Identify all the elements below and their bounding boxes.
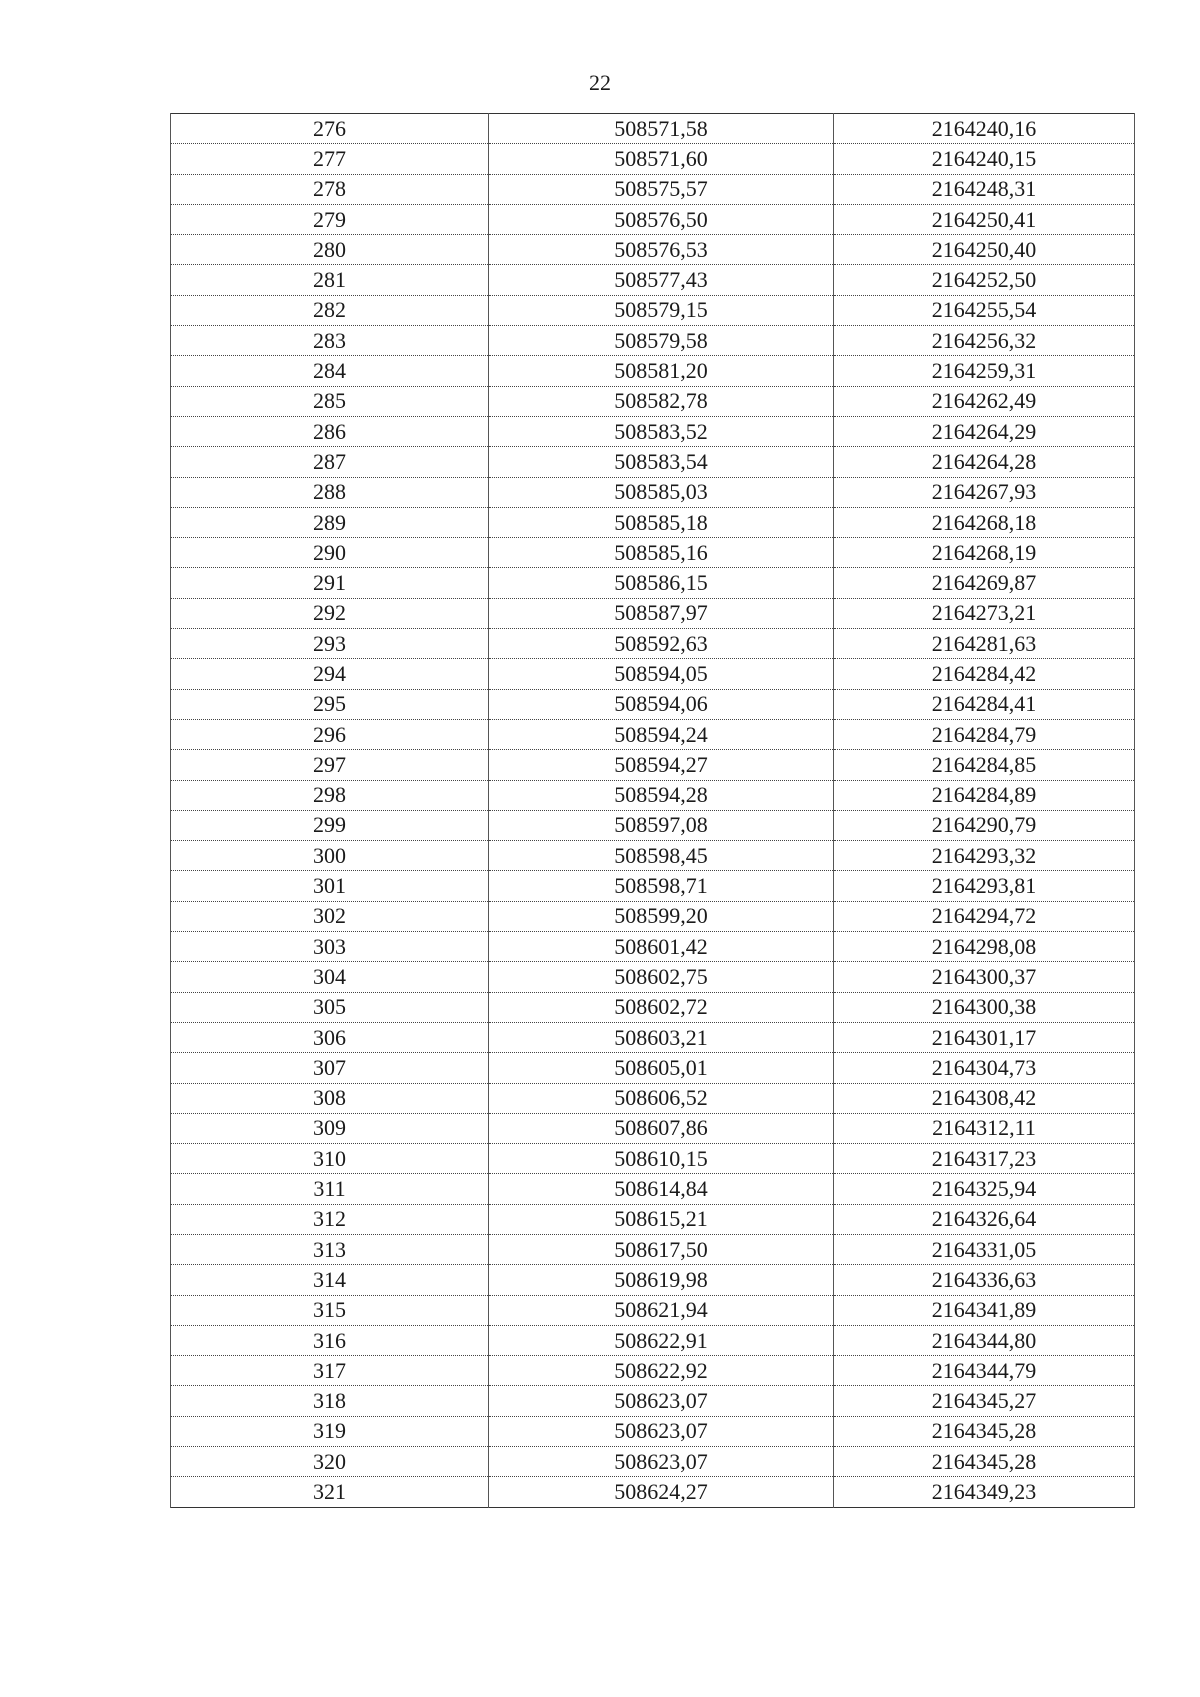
table-row	[171, 1477, 1135, 1507]
x-coordinate-cell: 508617,50	[489, 1234, 834, 1264]
y-coordinate-cell: 2164248,31	[834, 174, 1135, 204]
x-coordinate-cell: 508624,27	[489, 1477, 834, 1507]
y-coordinate-cell: 2164293,32	[834, 841, 1135, 871]
x-coordinate-cell: 508623,07	[489, 1386, 834, 1416]
point-number-cell: 314	[171, 1265, 489, 1295]
point-number-cell: 289	[171, 507, 489, 537]
point-number-cell: 290	[171, 538, 489, 568]
table-row	[171, 962, 1135, 992]
table-row	[171, 538, 1135, 568]
y-coordinate-cell: 2164317,23	[834, 1144, 1135, 1174]
table-row	[171, 1144, 1135, 1174]
y-coordinate-cell: 2164294,72	[834, 901, 1135, 931]
table-row	[171, 659, 1135, 689]
table-row	[171, 1325, 1135, 1355]
table-row	[171, 204, 1135, 234]
y-coordinate-cell: 2164259,31	[834, 356, 1135, 386]
y-coordinate-cell: 2164250,40	[834, 235, 1135, 265]
y-coordinate-cell: 2164290,79	[834, 810, 1135, 840]
y-coordinate-cell: 2164240,16	[834, 114, 1135, 144]
table-row	[171, 144, 1135, 174]
point-number-cell: 311	[171, 1174, 489, 1204]
point-number-cell: 298	[171, 780, 489, 810]
y-coordinate-cell: 2164336,63	[834, 1265, 1135, 1295]
table-row	[171, 629, 1135, 659]
point-number-cell: 316	[171, 1325, 489, 1355]
y-coordinate-cell: 2164284,85	[834, 750, 1135, 780]
x-coordinate-cell: 508622,91	[489, 1325, 834, 1355]
y-coordinate-cell: 2164345,28	[834, 1416, 1135, 1446]
y-coordinate-cell: 2164240,15	[834, 144, 1135, 174]
x-coordinate-cell: 508583,54	[489, 447, 834, 477]
point-number-cell: 319	[171, 1416, 489, 1446]
y-coordinate-cell: 2164293,81	[834, 871, 1135, 901]
point-number-cell: 293	[171, 629, 489, 659]
x-coordinate-cell: 508623,07	[489, 1416, 834, 1446]
y-coordinate-cell: 2164325,94	[834, 1174, 1135, 1204]
table-row	[171, 416, 1135, 446]
y-coordinate-cell: 2164267,93	[834, 477, 1135, 507]
table-row	[171, 598, 1135, 628]
table-row	[171, 810, 1135, 840]
x-coordinate-cell: 508581,20	[489, 356, 834, 386]
x-coordinate-cell: 508576,53	[489, 235, 834, 265]
table-row	[171, 780, 1135, 810]
y-coordinate-cell: 2164255,54	[834, 295, 1135, 325]
point-number-cell: 297	[171, 750, 489, 780]
point-number-cell: 296	[171, 719, 489, 749]
y-coordinate-cell: 2164284,41	[834, 689, 1135, 719]
table-row	[171, 1083, 1135, 1113]
point-number-cell: 283	[171, 326, 489, 356]
table-row	[171, 1234, 1135, 1264]
point-number-cell: 292	[171, 598, 489, 628]
x-coordinate-cell: 508607,86	[489, 1113, 834, 1143]
y-coordinate-cell: 2164326,64	[834, 1204, 1135, 1234]
table-row	[171, 477, 1135, 507]
point-number-cell: 309	[171, 1113, 489, 1143]
x-coordinate-cell: 508602,72	[489, 992, 834, 1022]
y-coordinate-cell: 2164304,73	[834, 1053, 1135, 1083]
coordinates-table-body	[171, 114, 1135, 1508]
y-coordinate-cell: 2164300,37	[834, 962, 1135, 992]
point-number-cell: 307	[171, 1053, 489, 1083]
x-coordinate-cell: 508619,98	[489, 1265, 834, 1295]
table-row	[171, 507, 1135, 537]
table-row	[171, 1113, 1135, 1143]
y-coordinate-cell: 2164344,79	[834, 1356, 1135, 1386]
table-row	[171, 1447, 1135, 1477]
x-coordinate-cell: 508601,42	[489, 932, 834, 962]
y-coordinate-cell: 2164284,42	[834, 659, 1135, 689]
table-row	[171, 386, 1135, 416]
point-number-cell: 284	[171, 356, 489, 386]
x-coordinate-cell: 508571,60	[489, 144, 834, 174]
x-coordinate-cell: 508621,94	[489, 1295, 834, 1325]
point-number-cell: 306	[171, 1022, 489, 1052]
x-coordinate-cell: 508615,21	[489, 1204, 834, 1234]
x-coordinate-cell: 508585,16	[489, 538, 834, 568]
point-number-cell: 299	[171, 810, 489, 840]
point-number-cell: 282	[171, 295, 489, 325]
point-number-cell: 277	[171, 144, 489, 174]
y-coordinate-cell: 2164301,17	[834, 1022, 1135, 1052]
point-number-cell: 278	[171, 174, 489, 204]
y-coordinate-cell: 2164308,42	[834, 1083, 1135, 1113]
point-number-cell: 300	[171, 841, 489, 871]
point-number-cell: 295	[171, 689, 489, 719]
table-row	[171, 689, 1135, 719]
y-coordinate-cell: 2164264,28	[834, 447, 1135, 477]
x-coordinate-cell: 508579,15	[489, 295, 834, 325]
point-number-cell: 281	[171, 265, 489, 295]
table-row	[171, 326, 1135, 356]
table-row	[171, 114, 1135, 144]
x-coordinate-cell: 508614,84	[489, 1174, 834, 1204]
page-number: 22	[589, 70, 611, 95]
table-row	[171, 447, 1135, 477]
point-number-cell: 301	[171, 871, 489, 901]
point-number-cell: 276	[171, 114, 489, 144]
y-coordinate-cell: 2164341,89	[834, 1295, 1135, 1325]
table-row	[171, 1174, 1135, 1204]
y-coordinate-cell: 2164250,41	[834, 204, 1135, 234]
y-coordinate-cell: 2164262,49	[834, 386, 1135, 416]
x-coordinate-cell: 508602,75	[489, 962, 834, 992]
point-number-cell: 285	[171, 386, 489, 416]
y-coordinate-cell: 2164273,21	[834, 598, 1135, 628]
table-row	[171, 1022, 1135, 1052]
x-coordinate-cell: 508598,45	[489, 841, 834, 871]
table-row	[171, 568, 1135, 598]
table-row	[171, 1053, 1135, 1083]
y-coordinate-cell: 2164349,23	[834, 1477, 1135, 1507]
x-coordinate-cell: 508582,78	[489, 386, 834, 416]
x-coordinate-cell: 508594,28	[489, 780, 834, 810]
point-number-cell: 321	[171, 1477, 489, 1507]
point-number-cell: 305	[171, 992, 489, 1022]
point-number-cell: 303	[171, 932, 489, 962]
x-coordinate-cell: 508606,52	[489, 1083, 834, 1113]
table-row	[171, 719, 1135, 749]
table-row	[171, 356, 1135, 386]
table-row	[171, 265, 1135, 295]
point-number-cell: 280	[171, 235, 489, 265]
x-coordinate-cell: 508592,63	[489, 629, 834, 659]
y-coordinate-cell: 2164312,11	[834, 1113, 1135, 1143]
x-coordinate-cell: 508594,06	[489, 689, 834, 719]
point-number-cell: 315	[171, 1295, 489, 1325]
y-coordinate-cell: 2164284,89	[834, 780, 1135, 810]
point-number-cell: 279	[171, 204, 489, 234]
y-coordinate-cell: 2164344,80	[834, 1325, 1135, 1355]
x-coordinate-cell: 508622,92	[489, 1356, 834, 1386]
x-coordinate-cell: 508597,08	[489, 810, 834, 840]
point-number-cell: 318	[171, 1386, 489, 1416]
table-row	[171, 871, 1135, 901]
table-row	[171, 992, 1135, 1022]
point-number-cell: 308	[171, 1083, 489, 1113]
table-row	[171, 932, 1135, 962]
point-number-cell: 291	[171, 568, 489, 598]
y-coordinate-cell: 2164281,63	[834, 629, 1135, 659]
y-coordinate-cell: 2164345,27	[834, 1386, 1135, 1416]
point-number-cell: 287	[171, 447, 489, 477]
x-coordinate-cell: 508598,71	[489, 871, 834, 901]
y-coordinate-cell: 2164345,28	[834, 1447, 1135, 1477]
table-row	[171, 1265, 1135, 1295]
x-coordinate-cell: 508579,58	[489, 326, 834, 356]
y-coordinate-cell: 2164268,18	[834, 507, 1135, 537]
table-row	[171, 901, 1135, 931]
table-row	[171, 174, 1135, 204]
x-coordinate-cell: 508577,43	[489, 265, 834, 295]
x-coordinate-cell: 508623,07	[489, 1447, 834, 1477]
table-row	[171, 235, 1135, 265]
x-coordinate-cell: 508594,24	[489, 719, 834, 749]
x-coordinate-cell: 508585,18	[489, 507, 834, 537]
x-coordinate-cell: 508605,01	[489, 1053, 834, 1083]
point-number-cell: 313	[171, 1234, 489, 1264]
x-coordinate-cell: 508587,97	[489, 598, 834, 628]
y-coordinate-cell: 2164256,32	[834, 326, 1135, 356]
x-coordinate-cell: 508603,21	[489, 1022, 834, 1052]
point-number-cell: 286	[171, 416, 489, 446]
table-row	[171, 1416, 1135, 1446]
point-number-cell: 288	[171, 477, 489, 507]
x-coordinate-cell: 508586,15	[489, 568, 834, 598]
x-coordinate-cell: 508594,27	[489, 750, 834, 780]
table-row	[171, 1204, 1135, 1234]
x-coordinate-cell: 508585,03	[489, 477, 834, 507]
x-coordinate-cell: 508571,58	[489, 114, 834, 144]
y-coordinate-cell: 2164298,08	[834, 932, 1135, 962]
point-number-cell: 310	[171, 1144, 489, 1174]
point-number-cell: 304	[171, 962, 489, 992]
point-number-cell: 312	[171, 1204, 489, 1234]
table-row	[171, 295, 1135, 325]
y-coordinate-cell: 2164252,50	[834, 265, 1135, 295]
x-coordinate-cell: 508599,20	[489, 901, 834, 931]
x-coordinate-cell: 508610,15	[489, 1144, 834, 1174]
y-coordinate-cell: 2164268,19	[834, 538, 1135, 568]
x-coordinate-cell: 508583,52	[489, 416, 834, 446]
y-coordinate-cell: 2164269,87	[834, 568, 1135, 598]
x-coordinate-cell: 508575,57	[489, 174, 834, 204]
point-number-cell: 302	[171, 901, 489, 931]
x-coordinate-cell: 508594,05	[489, 659, 834, 689]
table-row	[171, 1356, 1135, 1386]
y-coordinate-cell: 2164264,29	[834, 416, 1135, 446]
x-coordinate-cell: 508576,50	[489, 204, 834, 234]
coordinates-table	[170, 113, 1135, 1508]
table-row	[171, 841, 1135, 871]
point-number-cell: 317	[171, 1356, 489, 1386]
table-row	[171, 1295, 1135, 1325]
y-coordinate-cell: 2164284,79	[834, 719, 1135, 749]
table-row	[171, 750, 1135, 780]
table-row	[171, 1386, 1135, 1416]
y-coordinate-cell: 2164331,05	[834, 1234, 1135, 1264]
point-number-cell: 320	[171, 1447, 489, 1477]
point-number-cell: 294	[171, 659, 489, 689]
y-coordinate-cell: 2164300,38	[834, 992, 1135, 1022]
